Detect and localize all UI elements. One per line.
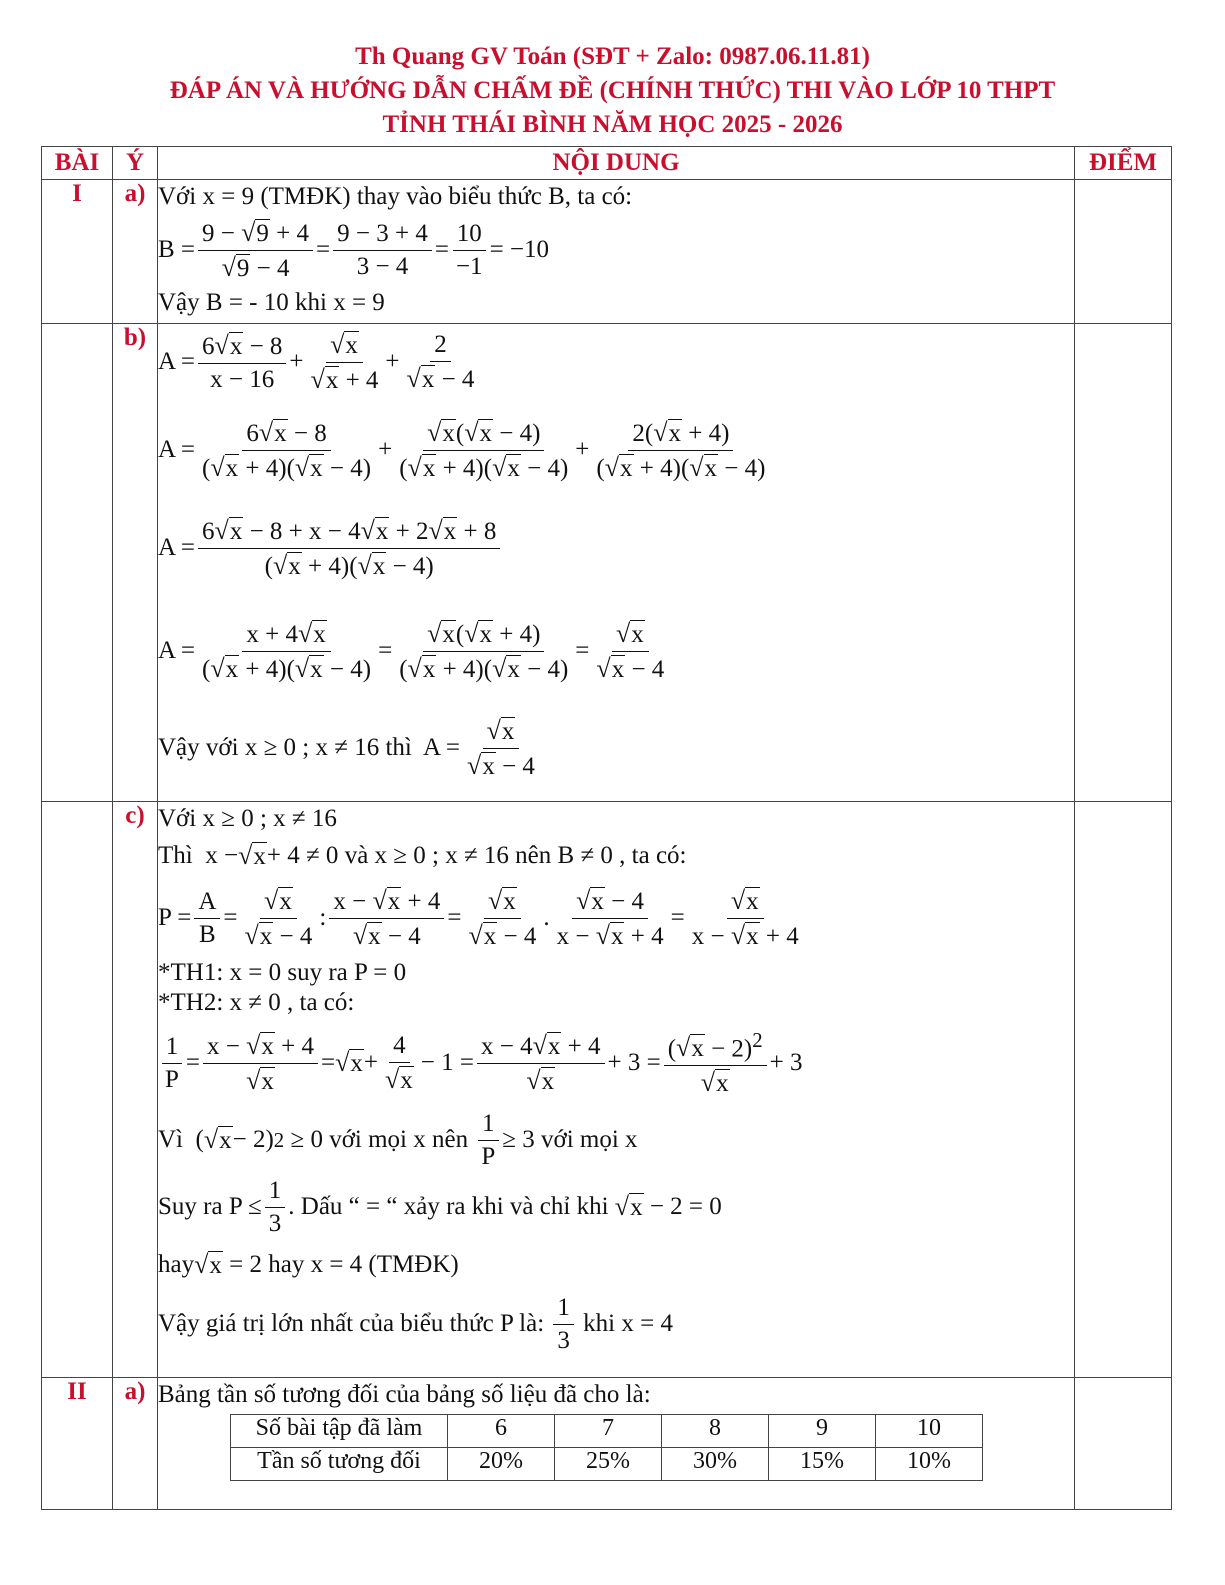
line2-mid: và x ≥ 0 ; x ≠ 16 nên B ≠ 0 , ta có: [344, 842, 687, 869]
th1: *TH1: x = 0 suy ra P = 0 [158, 959, 407, 986]
content-1a [158, 180, 1075, 324]
freq-cell: 7 [555, 1415, 662, 1448]
freq-cell: 9 [769, 1415, 876, 1448]
conclusion-1b-prefix: Vậy với [158, 734, 239, 761]
header-bai: BÀI [42, 147, 113, 180]
freq-cell: 25% [555, 1448, 662, 1481]
table-row-2a [42, 1378, 1172, 1510]
freq-cell: 30% [662, 1448, 769, 1481]
table-row-1b [42, 324, 1172, 802]
intro-2a: Bảng tần số tương đối của bảng số liệu đã cho là: [158, 1381, 651, 1408]
author-line: Th Quang GV Toán (SĐT + Zalo: 0987.06.11.81) [355, 43, 870, 70]
formula-A-step3: A = $\frac{6√x - 8 + x - 4√x + 2√x + 8}{(√x + 4)(√x - 4)}$ [158, 500, 1074, 596]
frequency-table [230, 1414, 983, 1481]
formula-P: P = $\frac{A}{B}$ = $\frac{√x}{√x - 4}$ : $\frac{x - √x + 4}{√x - 4}$ = $\frac{√x}{√x - 4}$ . $\frac{√x - 4}{x - √x + 4}$ = $\frac{√x}{x - √x + 4}$ [158, 885, 799, 950]
vi-line: Vì ( √x − 2) 2 ≥ 0 với mọi x nên $\frac{1}{P}$ ≥ 3 với mọi x [158, 1109, 638, 1170]
vi-prefix: Vì [158, 1126, 183, 1153]
freq-cell: 10 [876, 1415, 983, 1448]
document-title: ĐÁP ÁN VÀ HƯỚNG DẪN CHẤM ĐỀ (CHÍNH THỨC) THI VÀO LỚP 10 THPT [169, 77, 1056, 104]
freq-cell: 15% [769, 1448, 876, 1481]
formula-A-step2: A = $\frac{6√x - 8}{(√x + 4)(√x - 4)}$ + $\frac{√x(√x - 4)}{(√x + 4)(√x - 4)}$ + $\frac{2(√x + 4)}{(√x + 4)(√x - 4)}$ [158, 417, 766, 482]
formula-A-step4: A = $\frac{x + 4√x}{(√x + 4)(√x - 4)}$ = $\frac{√x(√x + 4)}{(√x + 4)(√x - 4)}$ = $\frac{√x}{√x - 4}$ [158, 618, 665, 683]
conclusion-1b-mid: thì [385, 734, 412, 761]
freq-row-relative [231, 1448, 983, 1481]
freq-row-count [231, 1415, 983, 1448]
y-label-1c: c) [113, 802, 158, 1378]
y-label-2a: a) [113, 1378, 158, 1510]
suy-mid: . Dấu “ = “ xảy ra khi và chỉ khi [288, 1193, 609, 1220]
header-y: Ý [113, 147, 158, 180]
formula-A-step1: A = $\frac{6√x - 8}{x - 16}$ + $\frac{√x}{√x + 4}$ + $\frac{2}{√x - 4}$ [158, 329, 475, 394]
table-row-1c [42, 802, 1172, 1378]
max-prefix: Vậy giá trị lớn nhất của biểu thức P là: [158, 1310, 545, 1337]
bai-label-II: II [42, 1378, 113, 1510]
vi-mid: ≥ 0 với mọi x nên [290, 1126, 469, 1153]
header-noi-dung: NỘI DUNG [158, 147, 1075, 180]
freq-row2-label: Tần số tương đối [231, 1448, 448, 1481]
table-row-1a [42, 180, 1172, 324]
cond-1c: Với x ≥ 0 ; x ≠ 16 [158, 805, 337, 832]
th2: *TH2: x ≠ 0 , ta có: [158, 989, 355, 1016]
freq-cell: 10% [876, 1448, 983, 1481]
content-1b [158, 324, 1075, 802]
line2-1c: Thì x − √x + 4 ≠ 0 và x ≥ 0 ; x ≠ 16 nên B ≠ 0 , ta có: [158, 841, 687, 870]
freq-cell: 6 [448, 1415, 555, 1448]
formula-1-over-P: $\frac{1}{P}$ = $\frac{x - √x + 4}{√x}$ = √x + $\frac{4}{√x}$ − 1 = $\frac{x - 4√x + 4}{√x}$ + 3 = $\frac{(√x - 2)^2}{√x}$ + 3 [158, 1018, 1074, 1108]
answer-table [41, 146, 1172, 1510]
max-end: khi x = 4 [583, 1310, 673, 1337]
diem-1b [1075, 324, 1172, 802]
hay-end: = 2 hay x = 4 (TMĐK) [229, 1251, 459, 1278]
suy-line: Suy ra P ≤ $\frac{1}{3}$ . Dấu “ = “ xảy ra khi và chỉ khi √x − 2 = 0 [158, 1176, 722, 1237]
diem-2a [1075, 1378, 1172, 1510]
hay-line: hay √x = 2 hay x = 4 (TMĐK) [158, 1250, 459, 1279]
freq-cell: 20% [448, 1448, 555, 1481]
bai-label-I: I [42, 180, 113, 324]
suy-prefix: Suy ra P ≤ [158, 1193, 262, 1220]
conclusion-1b: Vậy với x ≥ 0 ; x ≠ 16 thì A = $\frac{√x}{√x - 4}$ [158, 715, 535, 780]
content-1c [158, 802, 1075, 1378]
intro-1a: Với x = 9 (TMĐK) thay vào biểu thức B, ta có: [158, 183, 633, 210]
freq-row1-label: Số bài tập đã làm [231, 1415, 448, 1448]
hay-prefix: hay [158, 1251, 195, 1278]
line2-prefix: Thì [158, 842, 193, 869]
formula-B-value: B = $\frac{9 - √9 + 4}{√9 - 4}$ = $\frac{9 - 3 + 4}{3 - 4}$ = $\frac{10}{-1}$ = −10 [158, 217, 550, 282]
y-label-1b: b) [113, 324, 158, 802]
bai-empty-1b [42, 324, 113, 802]
header-diem: ĐIỂM [1075, 147, 1172, 180]
max-line: Vậy giá trị lớn nhất của biểu thức P là: $\frac{1}{3}$ khi x = 4 [158, 1293, 673, 1354]
conclusion-1b-cond: x ≥ 0 ; x ≠ 16 [244, 734, 380, 761]
diem-1a [1075, 180, 1172, 324]
freq-cell: 8 [662, 1415, 769, 1448]
document-subtitle: TỈNH THÁI BÌNH NĂM HỌC 2025 - 2026 [382, 111, 843, 138]
document-header [0, 40, 1225, 142]
bai-empty-1c [42, 802, 113, 1378]
diem-1c [1075, 802, 1172, 1378]
conclusion-1a: Vậy B = - 10 khi x = 9 [158, 289, 385, 316]
content-2a [158, 1378, 1075, 1510]
table-header-row [42, 147, 1172, 180]
y-label-1a: a) [113, 180, 158, 324]
vi-end: ≥ 3 với mọi x [502, 1126, 638, 1153]
